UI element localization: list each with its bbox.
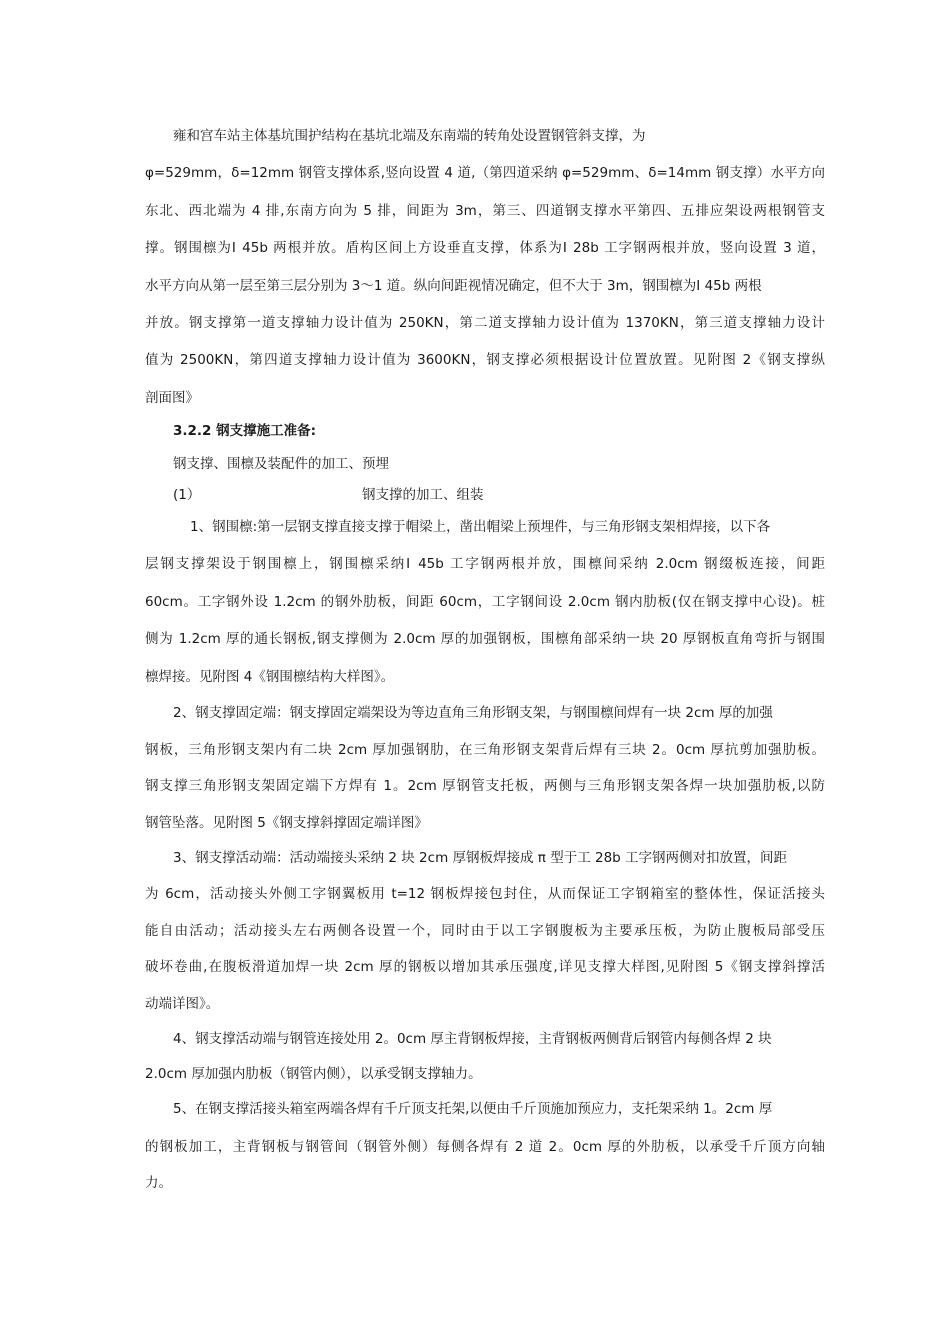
paragraph-line: 雍和宫车站主体基坑围护结构在基坑北端及东南端的转角处设置钢管斜支撑，为 <box>173 128 646 144</box>
paragraph-line: 东北、西北端为 4 排,东南方向为 5 排，间距为 3m，第三、四道钢支撑水平第四、五排应架设两根钢管支 <box>145 203 825 219</box>
paragraph-line: 60cm。工字钢外设 1.2cm 的钢外肋板，间距 60cm，工字钢间设 2.0cm 钢内肋板(仅在钢支撑中心设)。桩 <box>145 594 825 610</box>
subheading: 钢支撑、围檩及装配件的加工、预埋 <box>173 456 389 472</box>
paragraph-line: 破坏卷曲,在腹板滑道加焊一块 2cm 厚的钢板以增加其承压强度,详见支撑大样图,见附图 5《钢支撑斜撑活 <box>145 959 825 975</box>
paragraph-line: 2、钢支撑固定端：钢支撑固定端架设为等边直角三角形钢支架，与钢围檩间焊有一块 2cm 厚的加强 <box>173 705 773 721</box>
paragraph-line: 3、钢支撑活动端：活动端接头采纳 2 块 2cm 厚钢板焊接成 π 型于工 28b 工字钢两侧对扣放置，间距 <box>173 850 788 866</box>
paragraph-line: 的钢板加工，主背钢板与钢管间（钢管外侧）每侧各焊有 2 道 2。0cm 厚的外肋板，以承受千斤顶方向轴 <box>145 1139 825 1155</box>
paragraph-line: 力。 <box>145 1175 172 1191</box>
paragraph-line: 钢板，三角形钢支架内有二块 2cm 厚加强钢肋，在三角形钢支架背后焊有三块 2。0cm 厚抗剪加强肋板。 <box>145 742 825 758</box>
paragraph-line: 2.0cm 厚加强内肋板（钢管内侧），以承受钢支撑轴力。 <box>145 1066 482 1082</box>
paragraph-line: 为 6cm，活动接头外侧工字钢翼板用 t=12 钢板焊接包封住，从而保证工字钢箱室的整体性，保证活接头 <box>145 886 825 902</box>
paragraph-line: 钢支撑三角形钢支架固定端下方焊有 1。2cm 厚钢管支托板，两侧与三角形钢支架各焊一块加强肋板,以防 <box>145 778 825 794</box>
paragraph-line: 5、在钢支撑活接头箱室两端各焊有千斤顶支托架,以便由千斤顶施加预应力，支托架采纳 1。2cm 厚 <box>173 1101 773 1117</box>
item-number: (1） <box>173 487 201 503</box>
paragraph-line: 动端详图》。 <box>145 996 220 1012</box>
paragraph-line: φ=529mm，δ=12mm 钢管支撑体系,竖向设置 4 道,（第四道采纳 φ=529mm、δ=14mm 钢支撑）水平方向 <box>145 165 825 181</box>
paragraph-line: 水平方向从第一层至第三层分别为 3～1 道。纵向间距视情况确定，但不大于 3m，钢围檩为Ⅰ 45b 两根 <box>145 278 762 294</box>
paragraph-line: 并放。钢支撑第一道支撑轴力设计值为 250KN，第二道支撑轴力设计值为 1370KN，第三道支撑轴力设计 <box>145 315 825 331</box>
paragraph-line: 剖面图》 <box>145 390 199 406</box>
paragraph-line: 能自由活动；活动接头左右两侧各设置一个，同时由于以工字钢腹板为主要承压板，为防止腹板局部受压 <box>145 923 825 939</box>
paragraph-line: 层钢支撑架设于钢围檩上，钢围檩采纳Ⅰ 45b 工字钢两根并放，围檩间采纳 2.0cm 钢缀板连接，间距 <box>145 556 825 572</box>
item-title: 钢支撑的加工、组装 <box>362 487 484 503</box>
section-heading: 3.2.2 钢支撑施工准备: <box>173 423 317 439</box>
paragraph-line: 檩焊接。见附图 4《钢围檩结构大样图》。 <box>145 669 395 685</box>
paragraph-line: 值为 2500KN，第四道支撑轴力设计值为 3600KN，钢支撑必须根据设计位置放置。见附图 2《钢支撑纵 <box>145 352 825 368</box>
paragraph-line: 4、钢支撑活动端与钢管连接处用 2。0cm 厚主背钢板焊接，主背钢板两侧背后钢管内每侧各焊 2 块 <box>173 1031 772 1047</box>
paragraph-line: 侧为 1.2cm 厚的通长钢板,钢支撑侧为 2.0cm 厚的加强钢板，围檩角部采纳一块 20 厚钢板直角弯折与钢围 <box>145 631 825 647</box>
paragraph-line: 钢管坠落。见附图 5《钢支撑斜撑固定端详图》 <box>145 815 428 831</box>
paragraph-line: 1、钢围檩:第一层钢支撑直接支撑于帽梁上，凿出帽梁上预埋件，与三角形钢支架相焊接，以下各 <box>190 519 771 535</box>
paragraph-line: 撑。钢围檩为Ⅰ 45b 两根并放。盾构区间上方设垂直支撑，体系为Ⅰ 28b 工字钢两根并放，竖向设置 3 道， <box>145 240 825 256</box>
